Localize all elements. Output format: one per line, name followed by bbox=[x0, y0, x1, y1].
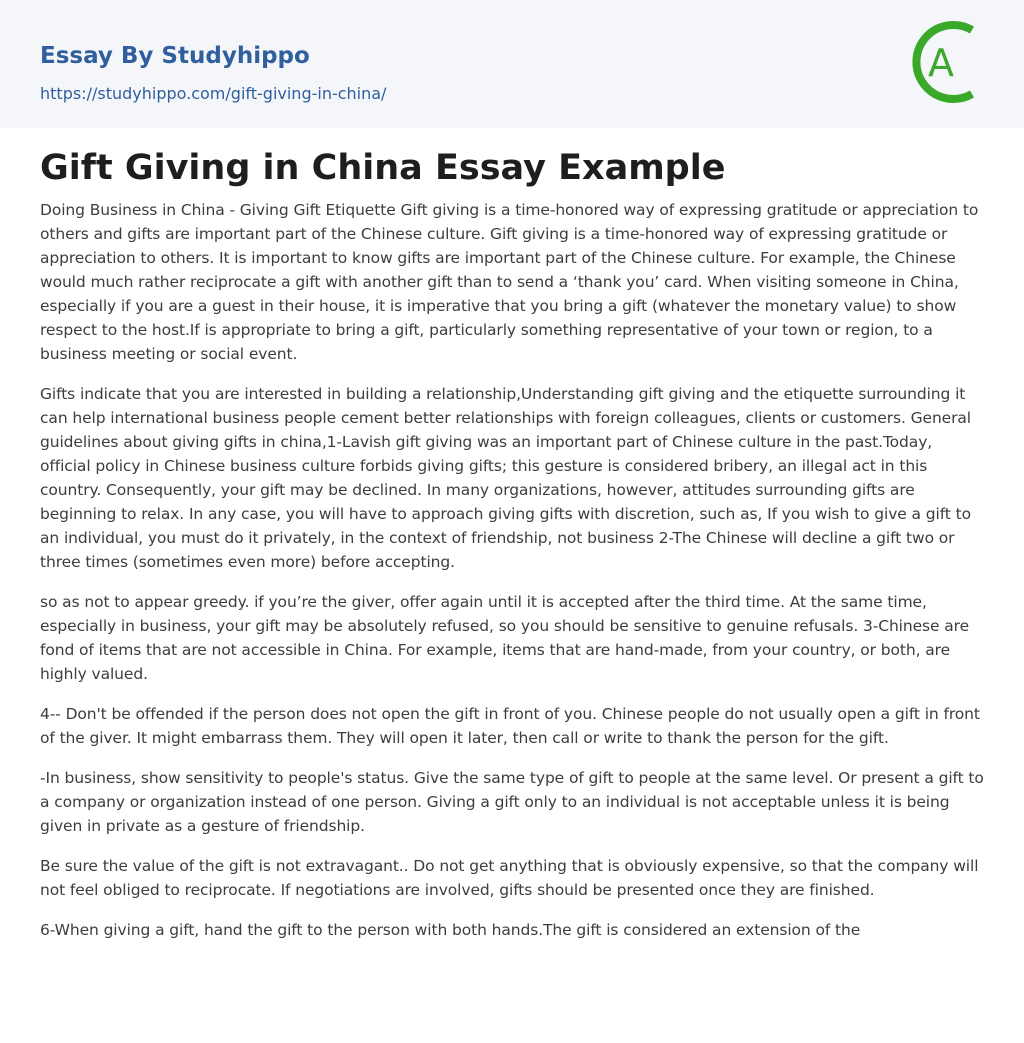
brand-title: Essay By Studyhippo bbox=[40, 43, 310, 69]
article-paragraph: -In business, show sensitivity to people's status. Give the same type of gift to people at the same level. Or present a gift to a company or organization instead of one person. Giving a gift only to an individual is not acceptable unless it is being given in private as a gesture of friendship. bbox=[40, 769, 984, 835]
article bbox=[40, 146, 986, 958]
article-paragraph: Gifts indicate that you are interested in building a relationship,Understanding gift giving and the etiquette surrounding it can help international business people cement better relationships with foreign colleagues, clients or customers. General guidelines about giving gifts in china,1-Lavish gift giving was an important part of Chinese culture in the past.Today, official policy in Chinese business culture forbids giving gifts; this gesture is considered bribery, an illegal act in this country. Consequently, your gift may be declined. In many organizations, however, attitudes surrounding gifts are beginning to relax. In any case, you will have to approach giving gifts with discretion, such as, If you wish to give a gift to an individual, you must do it privately, in the context of friendship, not business 2-The Chinese will decline a gift two or three times (sometimes even more) before accepting. bbox=[40, 385, 971, 571]
logo-letter: A bbox=[928, 41, 954, 85]
article-paragraph: 4-- Don't be offended if the person does not open the gift in front of you. Chinese people do not usually open a gift in front of the giver. It might embarrass them. They will open it later, then call or write to thank the person for the gift. bbox=[40, 705, 980, 747]
studyhippo-logo-icon[interactable] bbox=[910, 18, 988, 106]
article-paragraph: Doing Business in China - Giving Gift Etiquette Gift giving is a time-honored way of expressing gratitude or appreciation to others and gifts are important part of the Chinese culture. Gift giving is a time-honored way of expressing gratitude or appreciation to others. It is important to know gifts are important part of the Chinese culture. For example, the Chinese would much rather reciprocate a gift with another gift than to send a ‘thank you’ card. When visiting someone in China, especially if you are a guest in their house, it is imperative that you bring a gift (whatever the monetary value) to show respect to the host.If is appropriate to bring a gift, particularly something representative of your town or region, to a business meeting or social event. bbox=[40, 201, 979, 363]
article-paragraph: so as not to appear greedy. if you’re the giver, offer again until it is accepted after the third time. At the same time, especially in business, your gift may be absolutely refused, so you should be sensitive to genuine refusals. 3-Chinese are fond of items that are not accessible in China. For example, items that are hand-made, from your country, or both, are highly valued. bbox=[40, 593, 970, 683]
article-paragraph: Be sure the value of the gift is not extravagant.. Do not get anything that is obviously expensive, so that the company will not feel obliged to reciprocate. If negotiations are involved, gifts should be presented once they are finished. bbox=[40, 857, 979, 899]
site-header bbox=[0, 0, 1024, 128]
page-url-link[interactable]: https://studyhippo.com/gift-giving-in-china/ bbox=[40, 84, 387, 103]
article-paragraph: 6-When giving a gift, hand the gift to the person with both hands.The gift is considered an extension of the bbox=[40, 921, 861, 939]
article-title: Gift Giving in China Essay Example bbox=[40, 148, 726, 188]
